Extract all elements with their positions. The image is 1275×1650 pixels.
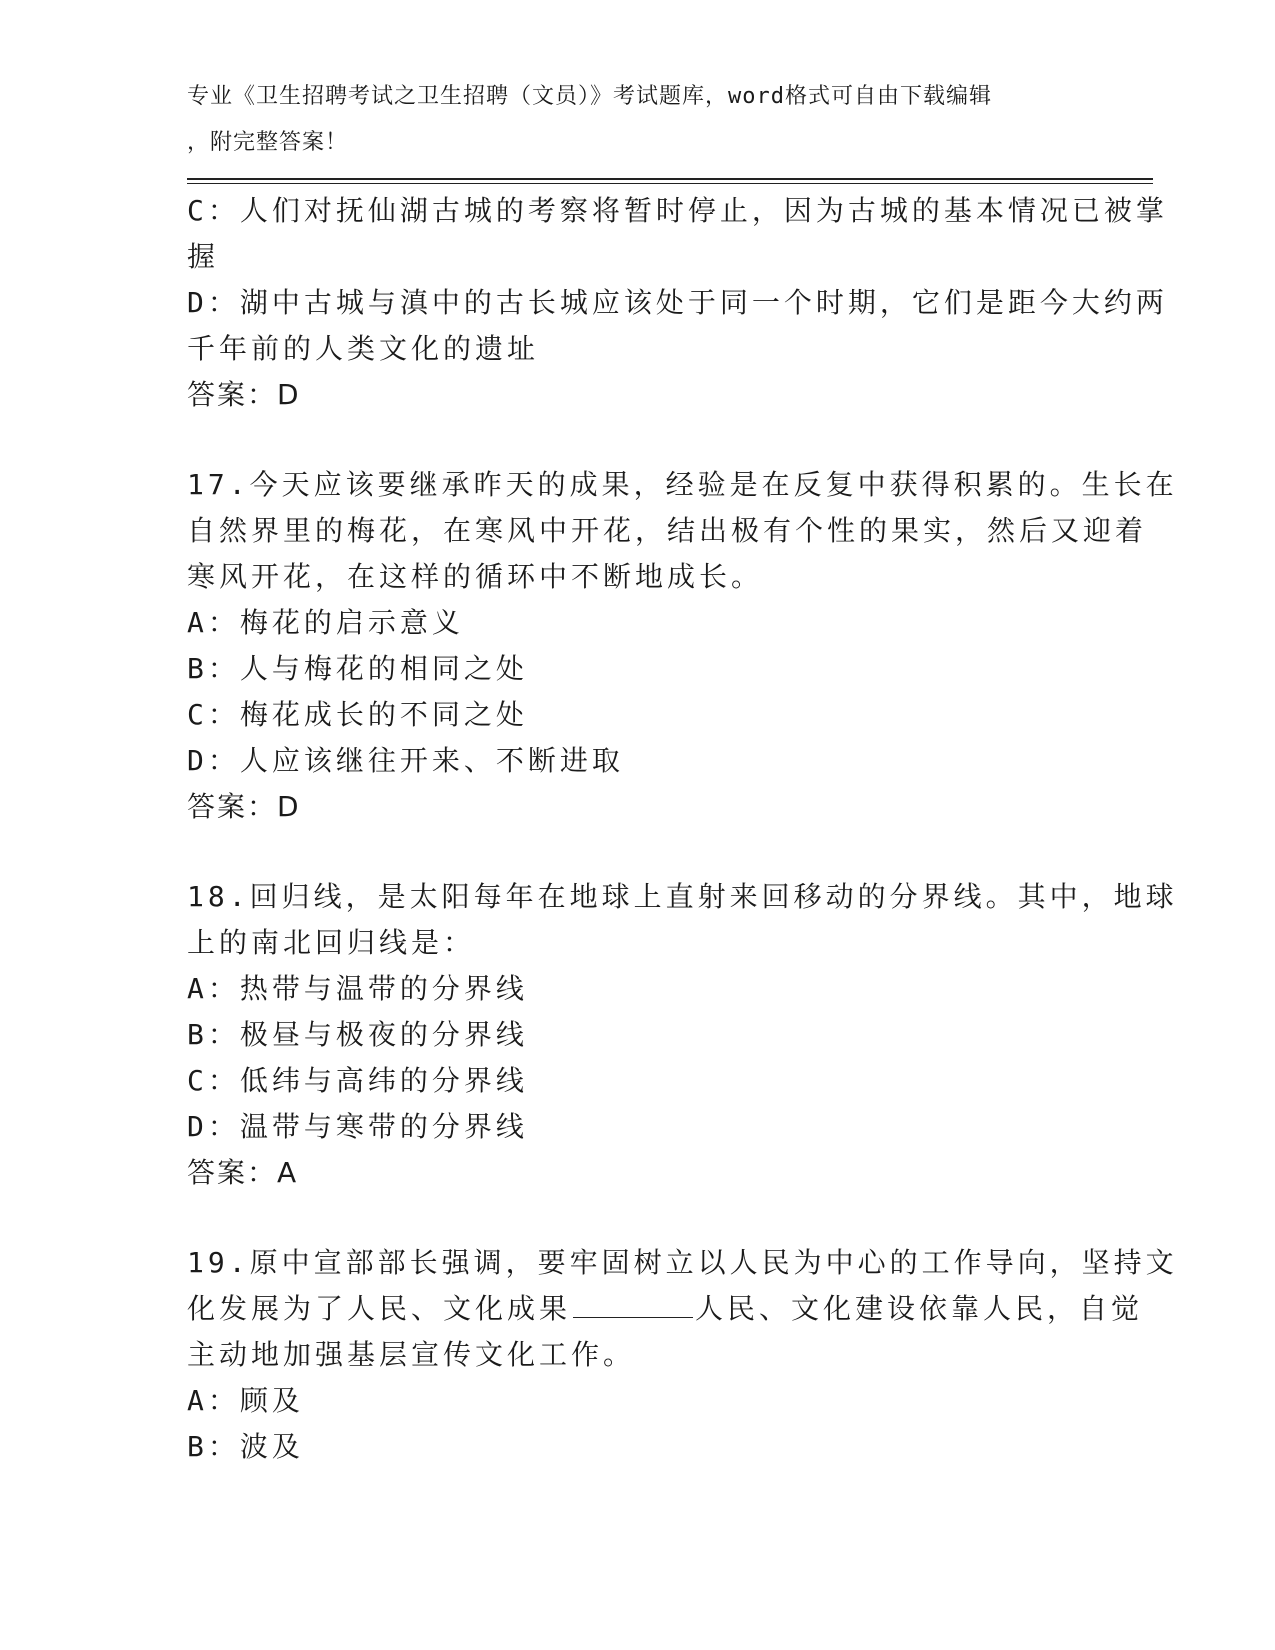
document-header	[187, 74, 1067, 166]
question-18-option-d: D：温带与寒带的分界线	[187, 1110, 528, 1143]
question-18-stem-line-2: 上的南北回归线是：	[187, 926, 476, 959]
question-content	[187, 188, 1178, 1470]
spacer	[187, 1196, 1087, 1240]
question-19-stem-after-blank: 人民、文化建设依靠人民，自觉	[695, 1292, 1144, 1325]
question-17-stem-line-1: 17.今天应该要继承昨天的成果，经验是在反复中获得积累的。生长在	[187, 468, 1178, 501]
question-17-stem-line-3: 寒风开花，在这样的循环中不断地成长。	[187, 560, 764, 593]
question-18-option-b: B：极昼与极夜的分界线	[187, 1018, 528, 1051]
question-17-option-b: B：人与梅花的相同之处	[187, 652, 528, 685]
question-18-stem-line-1: 18.回归线，是太阳每年在地球上直射来回移动的分界线。其中，地球	[187, 880, 1178, 913]
header-title-line-1: 专业《卫生招聘考试之卫生招聘（文员）》考试题库，word格式可自由下载编辑	[187, 84, 992, 109]
option-c-line-2: 握	[187, 240, 220, 273]
option-d-line-1: D：湖中古城与滇中的古长城应该处于同一个时期，它们是距今大约两	[187, 286, 1168, 319]
question-17-stem-line-2: 自然界里的梅花，在寒风中开花，结出极有个性的果实，然后又迎着	[187, 514, 1148, 547]
header-rule-thin	[187, 183, 1153, 184]
answer-18: 答案：A	[187, 1156, 299, 1189]
question-17-option-d: D：人应该继往开来、不断进取	[187, 744, 624, 777]
header-title-line-2: ，附完整答案！	[187, 130, 349, 155]
question-19	[187, 1240, 1178, 1470]
question-19-option-b: B：波及	[187, 1430, 304, 1463]
option-d-line-2: 千年前的人类文化的遗址	[187, 332, 540, 365]
option-c-line-1: C：人们对抚仙湖古城的考察将暂时停止，因为古城的基本情况已被掌	[187, 194, 1168, 227]
question-18-option-a: A：热带与温带的分界线	[187, 972, 528, 1005]
question-16-tail	[187, 188, 1168, 418]
answer-16: 答案：D	[187, 378, 301, 411]
question-17-option-c: C：梅花成长的不同之处	[187, 698, 528, 731]
question-17	[187, 462, 1178, 830]
spacer	[187, 830, 1087, 874]
question-19-stem-before-blank: 化发展为了人民、文化成果	[187, 1292, 572, 1325]
question-19-stem-line-2	[187, 1286, 1144, 1332]
question-19-stem-line-3: 主动地加强基层宣传文化工作。	[187, 1338, 636, 1371]
question-18-option-c: C：低纬与高纬的分界线	[187, 1064, 528, 1097]
spacer	[187, 418, 1087, 462]
header-rule-thick	[187, 178, 1153, 180]
question-19-stem-line-1: 19.原中宣部部长强调，要牢固树立以人民为中心的工作导向，坚持文	[187, 1246, 1178, 1279]
question-18	[187, 874, 1178, 1196]
question-19-option-a: A：顾及	[187, 1384, 304, 1417]
question-17-option-a: A：梅花的启示意义	[187, 606, 464, 639]
answer-17: 答案：D	[187, 790, 301, 823]
fill-in-blank	[573, 1291, 693, 1318]
